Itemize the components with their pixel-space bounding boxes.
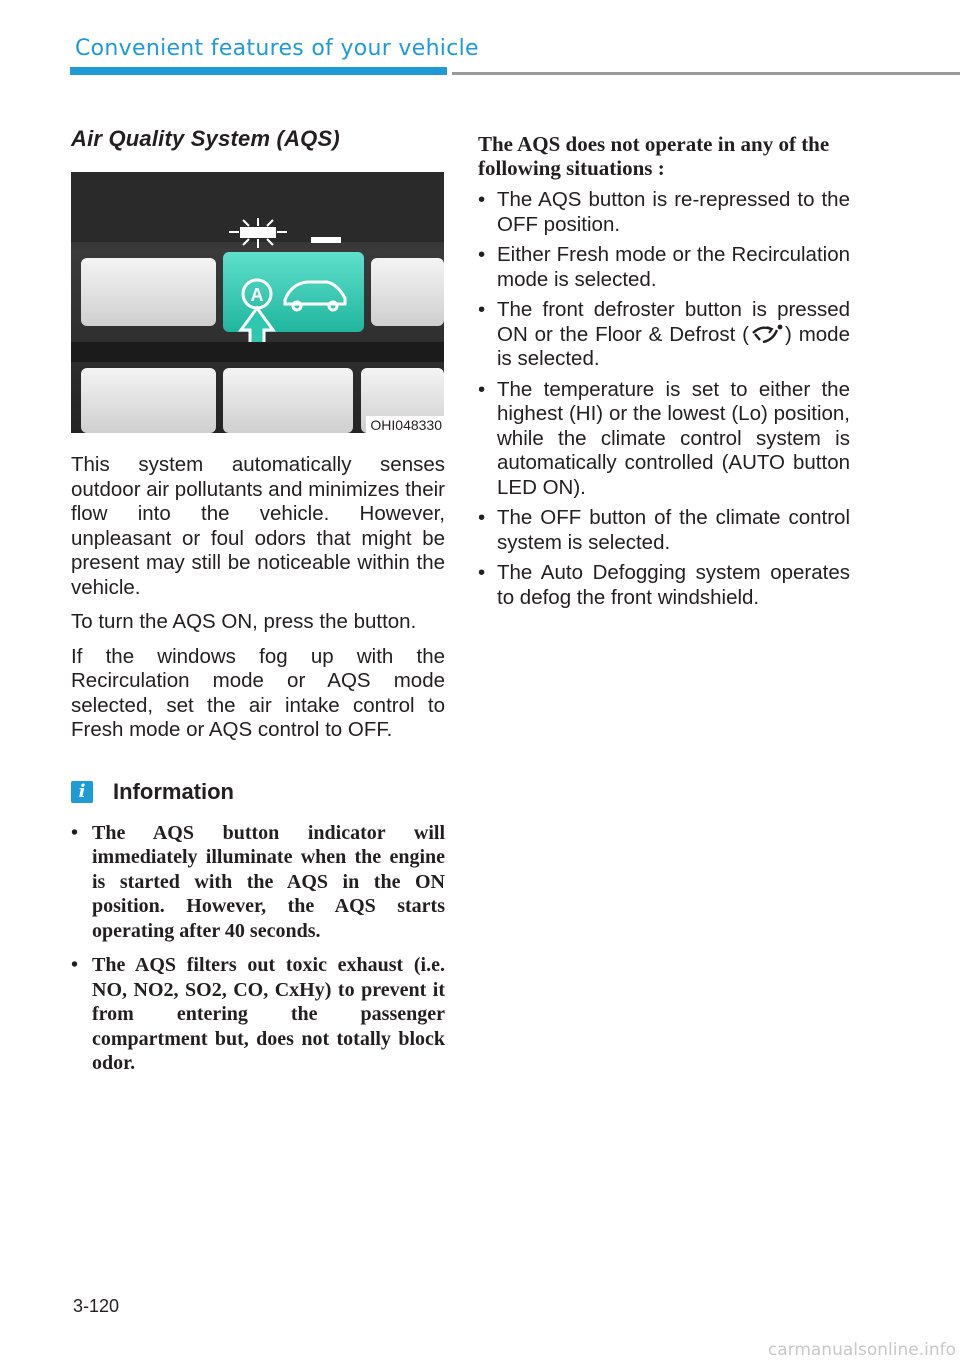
list-item-text: The front defroster button is pressed ON or the Floor & Defrost [497,298,850,346]
situations-heading: The AQS does not operate in any of the following situations : [478,132,830,180]
paren-open: ( [742,322,749,346]
section-heading: Air Quality System (AQS) [71,126,340,151]
information-list [71,821,445,1076]
left-column [71,126,445,1086]
paragraph: If the windows fog up with the Recirculation mode or AQS mode selected, set the air intake control to Fresh mode or AQS control to OFF. [71,644,445,741]
watermark: carmanualsonline.info [767,1340,956,1360]
right-column [478,132,850,616]
list-item: • The AQS button is re-repressed to the OFF position. [478,188,850,237]
aqs-button-photo-icon [71,172,444,433]
section-header-title: Convenient features of your vehicle [75,36,479,61]
list-item: • The OFF button of the climate control system is selected. [478,506,850,555]
information-heading [71,779,445,805]
floor-defrost-mode-icon [749,324,785,344]
list-item: • The Auto Defogging system operates to defog the front windshield. [478,561,850,610]
list-item: • The AQS filters out toxic exhaust (i.e. NO, NO2, SO2, CO, CxHy) to prevent it from entering the passenger compartment but, does not totally block odor. [71,953,445,1076]
list-item [478,298,850,372]
list-item: • Either Fresh mode or the Recirculation mode is selected. [478,243,850,292]
list-item: • The temperature is set to either the highest (HI) or the lowest (Lo) position, while the climate control system is automatically controlled (AUTO button LED ON). [478,378,850,501]
paragraph: This system automatically senses outdoor air pollutants and minimizes their flow into the vehicle. However, unpleasant or foul odors that might be present may still be noticeable within the vehicle. [71,453,445,599]
information-title: Information [113,778,234,804]
situations-list [478,188,850,610]
header-rule-accent [70,67,447,75]
info-icon: i [71,781,93,803]
list-item-tail: ) mode is selected. [497,322,850,370]
figure-code: OHI048330 [366,416,444,433]
paragraph: To turn the AQS ON, press the button. [71,610,417,633]
svg-text:A: A [250,285,264,305]
header-rule-gray [452,72,960,75]
page-number: 3-120 [73,1296,120,1316]
aqs-figure [71,172,444,433]
list-item: • The AQS button indicator will immediately illuminate when the engine is started with the AQS in the ON position. However, the AQS starts operating after 40 seconds. [71,821,445,944]
